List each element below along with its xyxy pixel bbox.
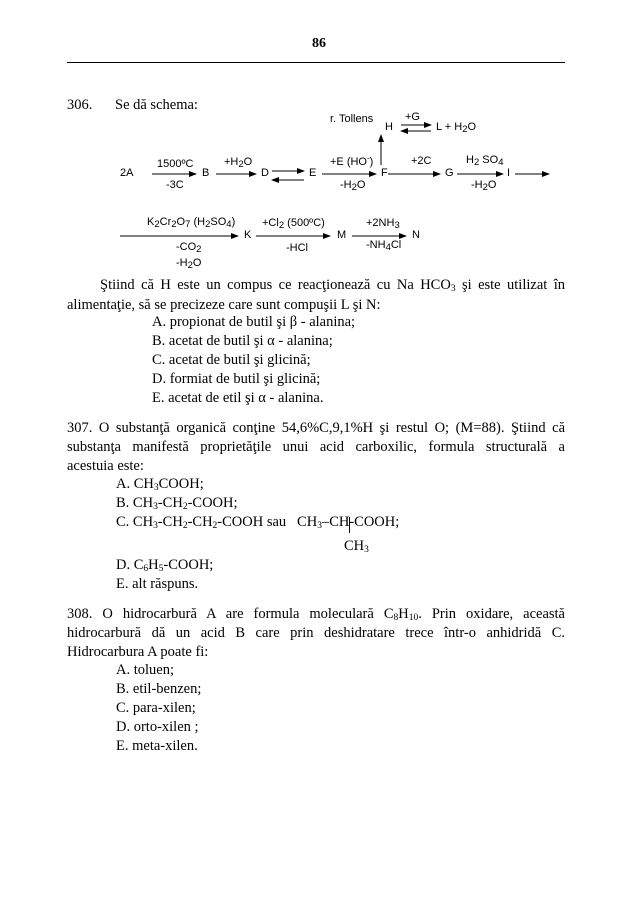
cond-h2so4: $H_2$ $SO_4$ bbox=[466, 154, 504, 168]
q307-option-b: B. $CH_3-CH_2$-COOH; bbox=[116, 495, 238, 512]
q307-line2: substanţa manifestă proprietăţile unui acid carboxilic, formula structurală a bbox=[67, 439, 565, 455]
cond-plus-e-ho: +E (HO-) bbox=[330, 153, 374, 168]
q306-option-e: E. acetat de etil şi α - alanina. bbox=[152, 390, 324, 406]
q307-branch-bond bbox=[349, 517, 350, 533]
species-h: H bbox=[385, 121, 393, 133]
species-e: E bbox=[309, 167, 317, 179]
q308-line2: hidrocarbură dă un acid B care prin deshidratare trece într-o anhidridă C. bbox=[67, 625, 565, 641]
q308-line3: Hidrocarbura A poate fi: bbox=[67, 644, 209, 660]
species-m: M bbox=[337, 229, 347, 241]
species-b: B bbox=[202, 167, 210, 179]
species-n: N bbox=[412, 229, 420, 241]
cond-minus-h2o-ik: $-H_2O$ bbox=[176, 257, 202, 271]
cond-minus-h2o-gi: $-H_2O$ bbox=[471, 179, 497, 193]
page-number: 86 bbox=[312, 36, 326, 51]
cond-plus-h2o: $+H_2O$ bbox=[224, 156, 253, 170]
q308-option-e: E. meta-xilen. bbox=[116, 738, 198, 754]
species-k: K bbox=[244, 229, 252, 241]
species-l-h2o: $L + H_2O$ bbox=[436, 121, 477, 135]
q308-line1: 308. O hidrocarbură A are formula moleculară $C_8H_{10}$. Prin oxidare, această bbox=[67, 606, 565, 623]
species-2a: 2A bbox=[120, 167, 134, 179]
q308-option-a: A. toluen; bbox=[116, 662, 174, 678]
q306-option-d: D. formiat de butil şi glicină; bbox=[152, 371, 321, 387]
q306-option-c: C. acetat de butil şi glicină; bbox=[152, 352, 311, 368]
species-d: D bbox=[261, 167, 269, 179]
q306-option-a: A. propionat de butil şi β - alanina; bbox=[152, 314, 356, 330]
cond-2nh3: $+2NH_3$ bbox=[366, 217, 400, 231]
q307-line1: 307. O substanţă organică conţine 54,6%C,9,1%H şi restul O; (M=88). Ştiind că bbox=[67, 420, 565, 436]
cond-plus-g: +G bbox=[405, 111, 420, 123]
q307-option-c-branch: $CH_3$ bbox=[344, 538, 369, 555]
cond-minus-co2: $-CO_2$ bbox=[176, 241, 202, 255]
cond-minus-hcl: -HCl bbox=[286, 242, 308, 254]
cond-cl2: $+Cl_2$ (500ºC) bbox=[262, 217, 325, 231]
q306-text-line1: Ştiind că H este un compus ce reacţionează cu Na $HCO_3$ şi este utilizat în bbox=[100, 277, 565, 294]
q308-option-c: C. para-xilen; bbox=[116, 700, 196, 716]
q308-option-d: D. orto-xilen ; bbox=[116, 719, 199, 735]
species-g: G bbox=[445, 167, 454, 179]
cond-plus-2c: +2C bbox=[411, 155, 432, 167]
cond-minus-h2o-ef: $-H_2O$ bbox=[340, 179, 366, 193]
q308-option-b: B. etil-benzen; bbox=[116, 681, 202, 697]
q307-option-c: C. $CH_3-CH_2-CH_2$-COOH sau $CH_3-CH$-COOH; bbox=[116, 514, 400, 531]
q306-label: 306. bbox=[67, 97, 93, 113]
q306-text-line2: alimentaţie, să se precizeze care sunt compuşii L şi N: bbox=[67, 297, 381, 313]
q307-option-a: A. $CH_3COOH$; bbox=[116, 476, 204, 493]
q306-option-b: B. acetat de butil şi α - alanina; bbox=[152, 333, 333, 349]
cond-minus-nh4cl: $-NH_4Cl$ bbox=[366, 239, 402, 253]
species-f: F bbox=[381, 167, 388, 179]
cond-1500: 1500ºC bbox=[157, 158, 194, 170]
q307-line3: acestuia este: bbox=[67, 458, 144, 474]
species-i: I bbox=[507, 167, 511, 179]
q306-intro: Se dă schema: bbox=[115, 97, 198, 113]
cond-tollens: r. Tollens bbox=[330, 113, 374, 125]
q307-option-e: E. alt răspuns. bbox=[116, 576, 199, 592]
cond-dichromate: $K_2Cr_2O_7$ $(H_2SO_4)$ bbox=[147, 216, 236, 230]
cond-minus-3c: -3C bbox=[166, 179, 184, 191]
q307-option-d: D. $C_6H_5$-COOH; bbox=[116, 557, 214, 574]
